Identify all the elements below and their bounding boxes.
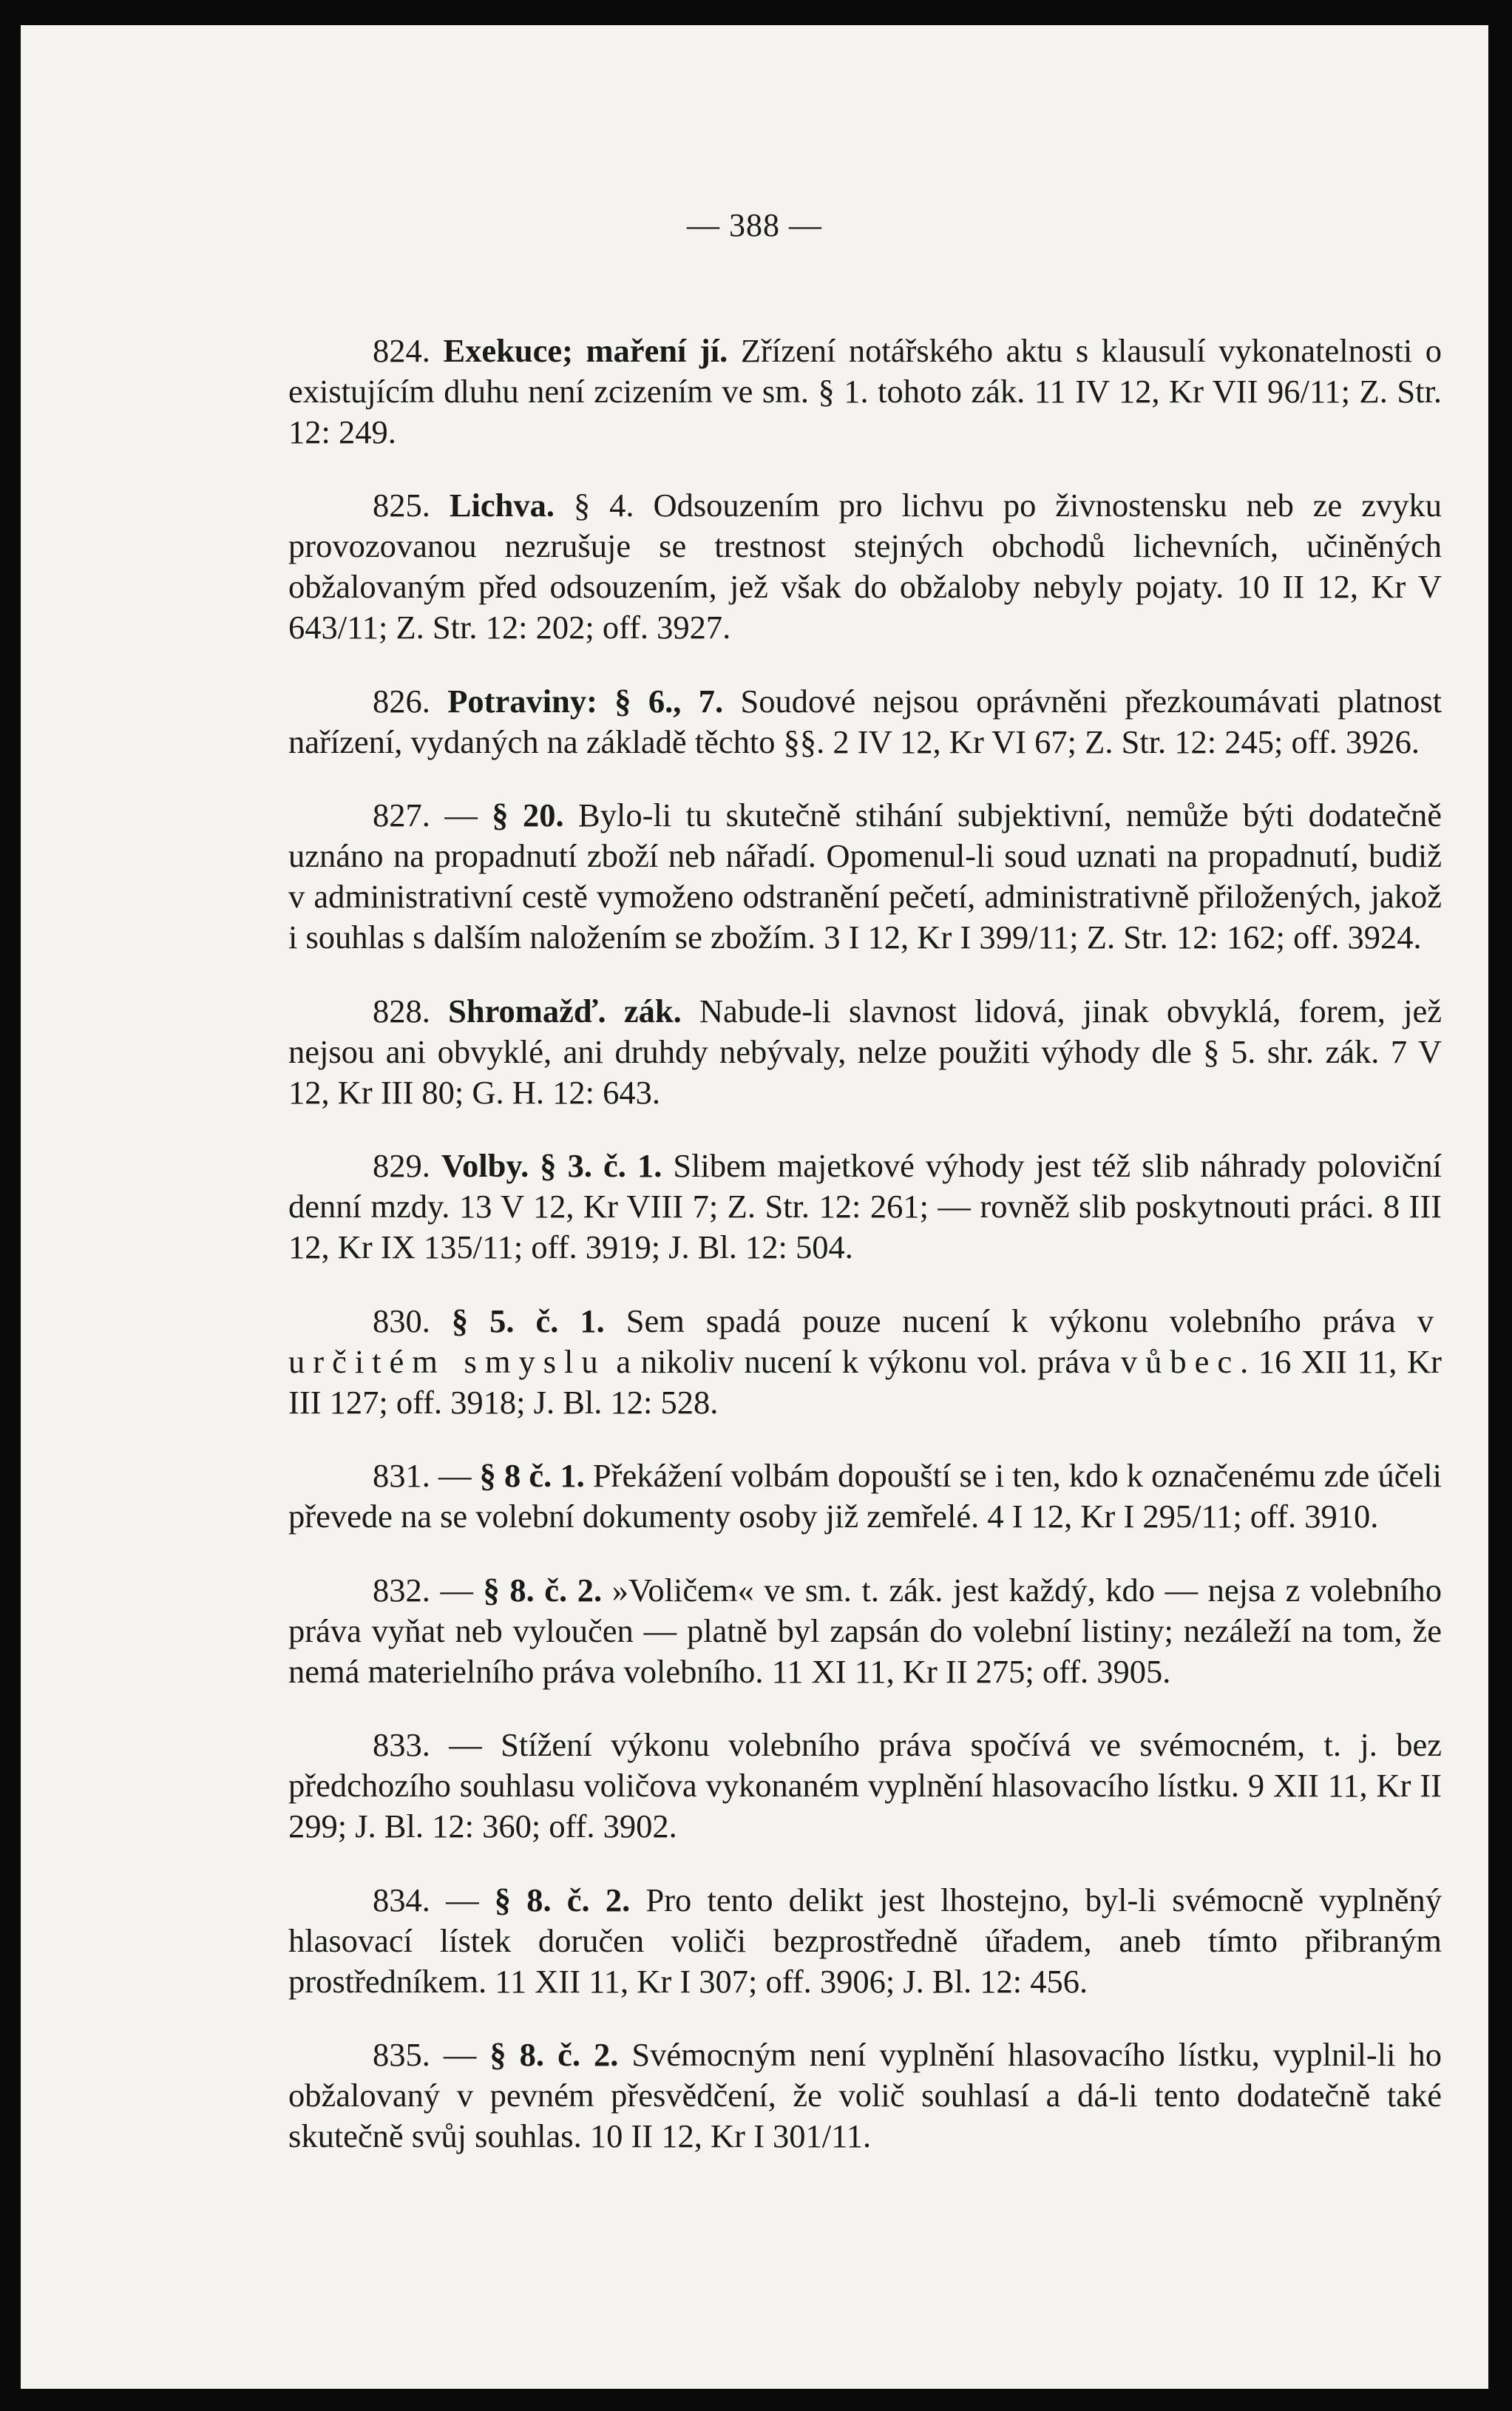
book-page: [21, 25, 1488, 2389]
entry-number: 825.: [373, 487, 430, 524]
entry-text: Slibem majetkové výhody jest též slib náhrady poloviční denní mzdy. 13 V 12, Kr VIII 7; Z. Str. 12: 261; — rovněž slib poskytnouti práci. 8 III 12, Kr IX 135/11; off. 3919; J. Bl. 12: 504.: [288, 1147, 1442, 1265]
entry-heading: Shromažď. zák.: [448, 992, 682, 1029]
entry-dash: —: [430, 2036, 490, 2073]
entry-832: [288, 1570, 1442, 1692]
entry-828: [288, 991, 1442, 1113]
entry-827: [288, 795, 1442, 958]
entry-text: Svémocným není vyplnění hlasovacího lístku, vyplnil-li ho obžalovaný v pevném přesvědčení, že volič souhlasí a dá-li tento dodatečně také skutečně svůj souhlas. 10 II 12, Kr I 301/11.: [288, 2036, 1442, 2154]
entry-number: 834.: [373, 1881, 430, 1918]
entry-830: [288, 1301, 1442, 1423]
entry-heading: § 8. č. 2.: [494, 1881, 631, 1918]
entry-heading: § 5. č. 1.: [451, 1302, 605, 1339]
entry-dash: —: [430, 1457, 480, 1494]
entry-text: — Stížení výkonu volebního práva spočívá ve svémocném, t. j. bez předchozího souhlasu voličova vykonaném vyplnění hlasovacího lístku. 9 XII 11, Kr II 299; J. Bl. 12: 360; off. 3902.: [288, 1726, 1442, 1844]
entry-835: [288, 2035, 1442, 2157]
entry-825: [288, 485, 1442, 648]
entry-text: Pro tento delikt jest lhostejno, byl-li svémocně vyplněný hlasovací lístek doručen voliči bezprostředně úřadem, aneb tímto přibraným prostředníkem. 11 XII 11, Kr I 307; off. 3906; J. Bl. 12: 456.: [288, 1881, 1442, 2000]
entry-heading: § 8. č. 2.: [489, 2036, 619, 2073]
entry-number: 827.: [373, 797, 430, 833]
entry-text: . 16 XII 11, Kr III 127; off. 3918; J. Bl. 12: 528.: [288, 1342, 1442, 1421]
entry-text: § 4. Odsouzením pro lichvu po živnostensku neb ze zvyku provozovanou nezrušuje se trestnost stejných obchodů lichevních, učiněných obžalovaným před odsouzením, jež však do obžaloby nebyly pojaty. 10 II 12, Kr V 643/11; Z. Str. 12: 202; off. 3927.: [288, 487, 1442, 646]
entry-heading: Potraviny: § 6., 7.: [447, 682, 724, 720]
entry-dash: —: [430, 1881, 495, 1918]
entry-number: 826.: [373, 682, 430, 720]
entry-number: 829.: [373, 1147, 430, 1184]
entry-heading: Volby. § 3. č. 1.: [441, 1147, 662, 1184]
entry-heading: § 8. č. 2.: [483, 1571, 603, 1609]
entry-824: [288, 331, 1442, 453]
entry-text: »Voličem« ve sm. t. zák. jest každý, kdo — nejsa z volebního práva vyňat neb vyloučen — platně byl zapsán do volební listiny; nezáleží na tom, že nemá materielního práva volebního. 11 XI 11, Kr II 275; off. 3905.: [288, 1571, 1442, 1690]
entry-number: 832.: [373, 1571, 430, 1609]
entry-dash: —: [430, 797, 492, 833]
entry-heading: Exekuce; maření jí.: [443, 331, 728, 369]
page-number: — 388 —: [687, 207, 822, 243]
spaced-emphasis: vůbec: [1120, 1342, 1241, 1380]
entry-dash: —: [430, 1571, 484, 1609]
entry-833: [288, 1725, 1442, 1847]
entry-text: Bylo-li tu skutečně stihání subjektivní, nemůže býti dodatečně uznáno na propadnutí zboží neb nářadí. Opomenul-li soud uznati na propadnutí, budiž v administrativní cestě vymoženo odstranění pečetí, administrativně přiložených, jakož i souhlas s dalším naložením se zbožím. 3 I 12, Kr I 399/11; Z. Str. 12: 162; off. 3924.: [288, 797, 1442, 956]
entry-829: [288, 1146, 1442, 1268]
page-content: [288, 297, 1442, 2167]
entry-text: Soudové nejsou oprávněni přezkoumávati platnost nařízení, vydaných na základě těchto §§. 2 IV 12, Kr VI 67; Z. Str. 12: 245; off. 3926.: [288, 682, 1442, 760]
entry-number: 828.: [373, 992, 430, 1029]
entry-heading: § 20.: [492, 797, 564, 833]
entry-text: Překážení volbám dopouští se i ten, kdo k označenému zde účeli převede na se volební dokumenty osoby již zemřelé. 4 I 12, Kr I 295/11; off. 3910.: [288, 1457, 1442, 1535]
entry-number: 830.: [373, 1302, 430, 1339]
entry-826: [288, 681, 1442, 762]
entry-number: 835.: [373, 2036, 430, 2073]
entry-heading: § 8 č. 1.: [479, 1457, 585, 1494]
entry-number: 833.: [373, 1726, 430, 1763]
entry-834: [288, 1880, 1442, 2002]
entry-831: [288, 1455, 1442, 1537]
entry-heading: Lichva.: [449, 487, 555, 524]
entry-number: 824.: [373, 331, 430, 369]
entry-text: a nikoliv nucení k výkonu vol. práva: [606, 1342, 1121, 1380]
entry-text: Sem spadá pouze nucení k výkonu volebního práva: [604, 1302, 1417, 1339]
entry-number: 831.: [373, 1457, 430, 1494]
entry-text: Zřízení notářského aktu s klausulí vykonatelnosti o existujícím dluhu není zcizením ve sm. § 1. tohoto zák. 11 IV 12, Kr VII 96/11; Z. Str. 12: 249.: [288, 331, 1442, 450]
entry-text: Nabude-li slavnost lidová, jinak obvyklá, forem, jež nejsou ani obvyklé, ani druhdy nebývaly, nelze použiti výhody dle § 5. shr. zák. 7 V 12, Kr III 80; G. H. 12: 643.: [288, 992, 1442, 1111]
spaced-emphasis: v určitém smyslu: [288, 1302, 1442, 1380]
